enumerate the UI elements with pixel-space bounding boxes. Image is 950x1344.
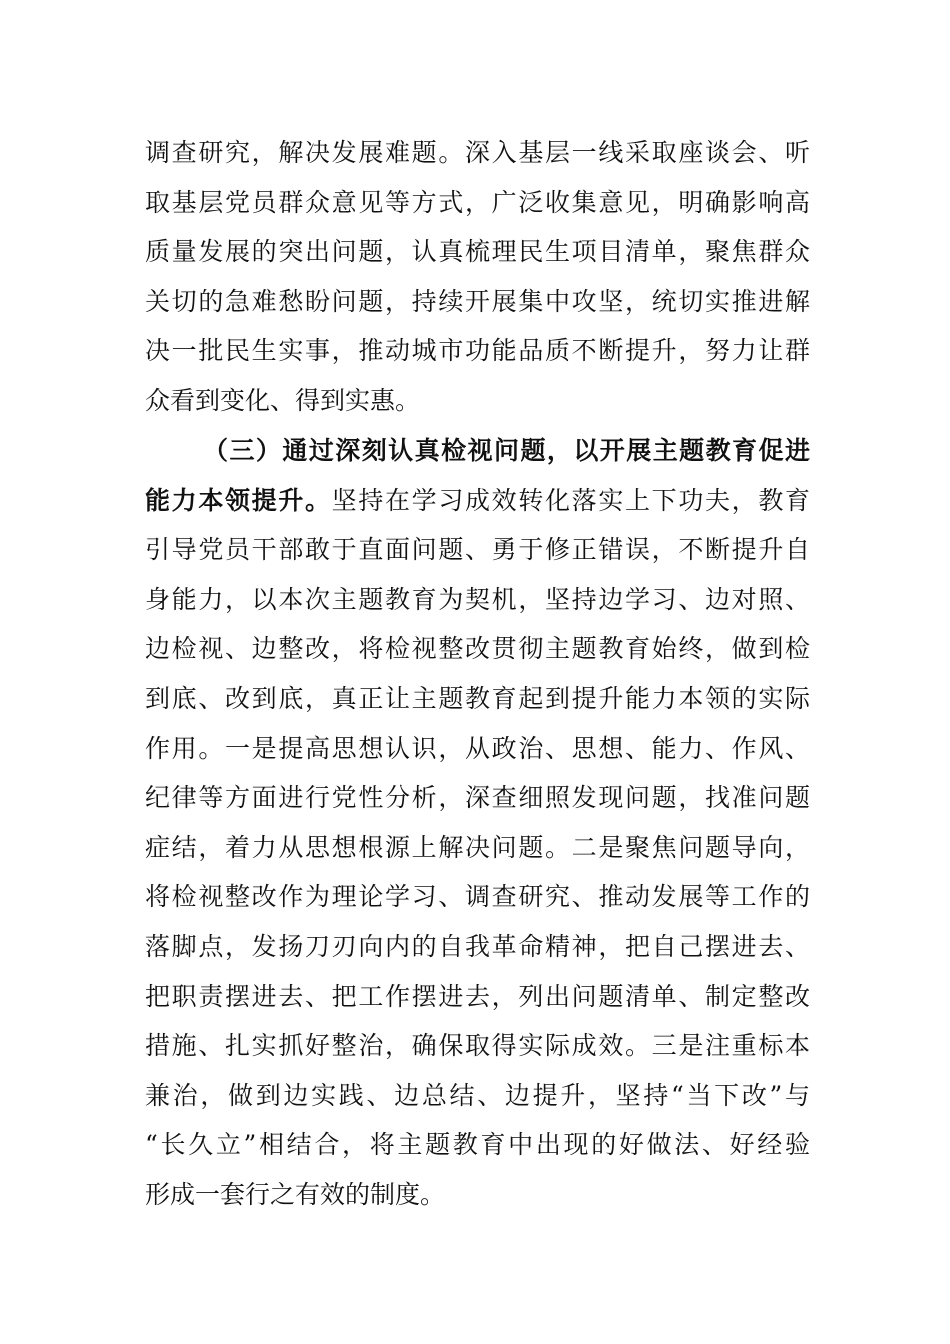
text-line: 兼治，做到边实践、边总结、边提升，坚持“当下改”与 (145, 1080, 810, 1110)
text-line: 到底、改到底，真正让主题教育起到提升能力本领的实际 (145, 683, 810, 713)
text-line: 形成一套行之有效的制度。 (145, 1179, 446, 1209)
text-line: 边检视、边整改，将检视整改贯彻主题教育始终，做到检 (145, 634, 810, 664)
section-heading-end: 能力本领提升。 (145, 485, 332, 515)
text-line: 质量发展的突出问题，认真梳理民生项目清单，聚焦群众 (145, 237, 810, 267)
text-line: 症结，着力从思想根源上解决问题。二是聚焦问题导向， (145, 832, 810, 862)
text-line: 决一批民生实事，推动城市功能品质不断提升，努力让群 (145, 336, 810, 366)
text-line-rest: 坚持在学习成效转化落实上下功夫，教育 (331, 485, 810, 515)
text-line: 引导党员干部敢于直面问题、勇于修正错误，不断提升自 (145, 535, 810, 565)
text-line: “长久立”相结合，将主题教育中出现的好做法、好经验 (145, 1130, 810, 1160)
paragraph-1 (145, 128, 810, 426)
text-line: 作用。一是提高思想认识，从政治、思想、能力、作风、 (145, 733, 810, 763)
paragraph-2 (145, 426, 810, 1220)
text-line: 措施、扎实抓好整治，确保取得实际成效。三是注重标本 (145, 1031, 810, 1061)
text-line: 调查研究，解决发展难题。深入基层一线采取座谈会、听 (145, 138, 810, 167)
text-line: 将检视整改作为理论学习、调查研究、推动发展等工作的 (145, 882, 810, 912)
text-line: 身能力，以本次主题教育为契机，坚持边学习、边对照、 (145, 584, 810, 614)
text-line (145, 476, 810, 526)
text-line: 纪律等方面进行党性分析，深查细照发现问题，找准问题 (145, 783, 810, 813)
text-line: 落脚点，发扬刀刃向内的自我革命精神，把自己摆进去、 (145, 931, 810, 961)
text-line: 众看到变化、得到实惠。 (145, 385, 421, 415)
text-line: 把职责摆进去、把工作摆进去，列出问题清单、制定整改 (145, 981, 810, 1011)
section-heading: （三）通过深刻认真检视问题，以开展主题教育促进 (203, 436, 810, 465)
text-line: 关切的急难愁盼问题，持续开展集中攻坚，统切实推进解 (145, 286, 810, 316)
text-line: 取基层党员群众意见等方式，广泛收集意见，明确影响高 (145, 187, 810, 217)
